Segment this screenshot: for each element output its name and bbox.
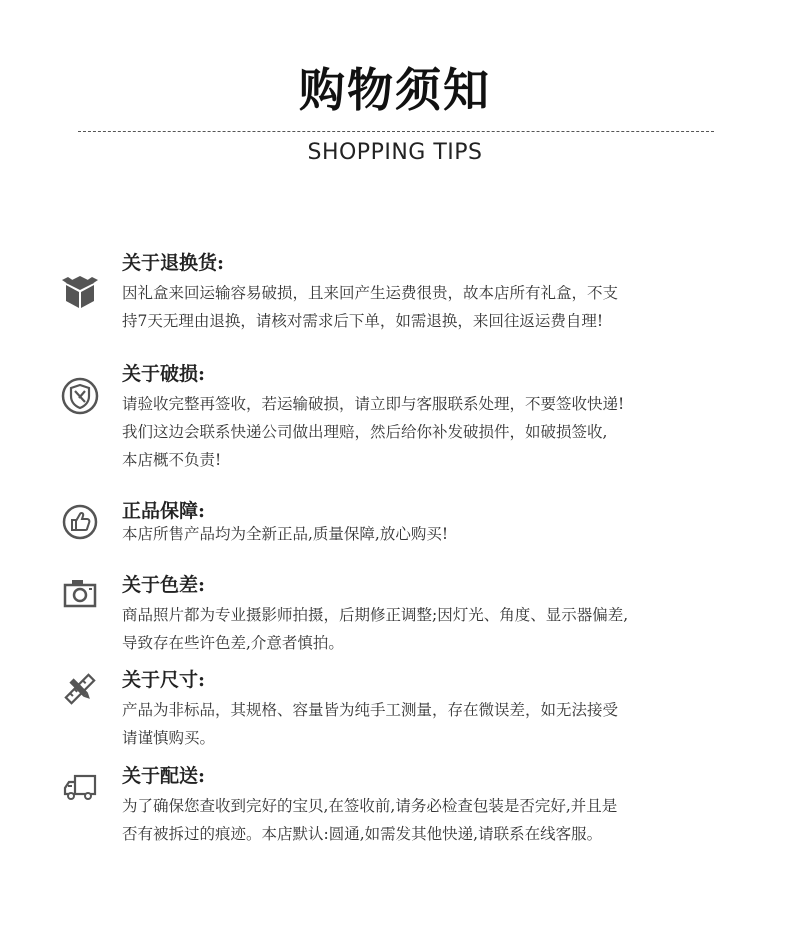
text-line: 我们这边会联系快递公司做出理赔，然后给你补发破损件，如破损签收, [122,423,608,441]
text-line: 请验收完整再签收，若运输破损，请立即与客服联系处理，不要签收快递! [122,395,625,413]
text-line: 持7天无理由退换，请核对需求后下单，如需退换，来回往返运费自理! [122,312,604,330]
section-title: 关于尺寸: [122,669,206,691]
text-line: 本店概不负责! [122,451,222,469]
text-line: 商品照片都为专业摄影师拍摄，后期修正调整;因灯光、角度、显示器偏差, [122,606,629,624]
delivery-truck-icon [60,767,100,807]
text-line: 请谨慎购买。 [122,729,216,747]
section-title: 正品保障: [122,500,206,522]
section-text [122,601,712,657]
text-line: 为了确保您查收到完好的宝贝,在签收前,请务必检查包装是否完好,并且是 [122,797,618,815]
thumbs-up-icon [60,502,100,542]
section-title: 关于破损: [122,363,206,385]
section-text [122,696,712,752]
text-line: 否有被拆过的痕迹。本店默认:圆通,如需发其他快递,请联系在线客服。 [122,825,603,843]
section-text [122,520,712,548]
page-title: 购物须知 [299,63,491,117]
section-text [122,390,712,474]
box-icon [60,272,100,312]
section-text [122,792,712,848]
text-line: 本店所售产品均为全新正品,质量保障,放心购买! [122,525,449,543]
section-title: 关于配送: [122,765,206,787]
text-line: 产品为非标品，其规格、容量皆为纯手工测量，存在微误差，如无法接受 [122,701,619,719]
page-subtitle: SHOPPING TIPS [307,140,483,165]
text-line: 导致存在些许色差,介意者慎拍。 [122,634,344,652]
ruler-pencil-icon [60,669,100,709]
section-text [122,279,712,335]
camera-icon [60,574,100,614]
section-title: 关于色差: [122,574,206,596]
section-title: 关于退换货: [122,252,225,274]
dashed-divider [78,131,714,132]
text-line: 因礼盒来回运输容易破损，且来回产生运费很贵，故本店所有礼盒，不支 [122,284,619,302]
shield-icon [60,376,100,416]
page-header [0,0,790,200]
